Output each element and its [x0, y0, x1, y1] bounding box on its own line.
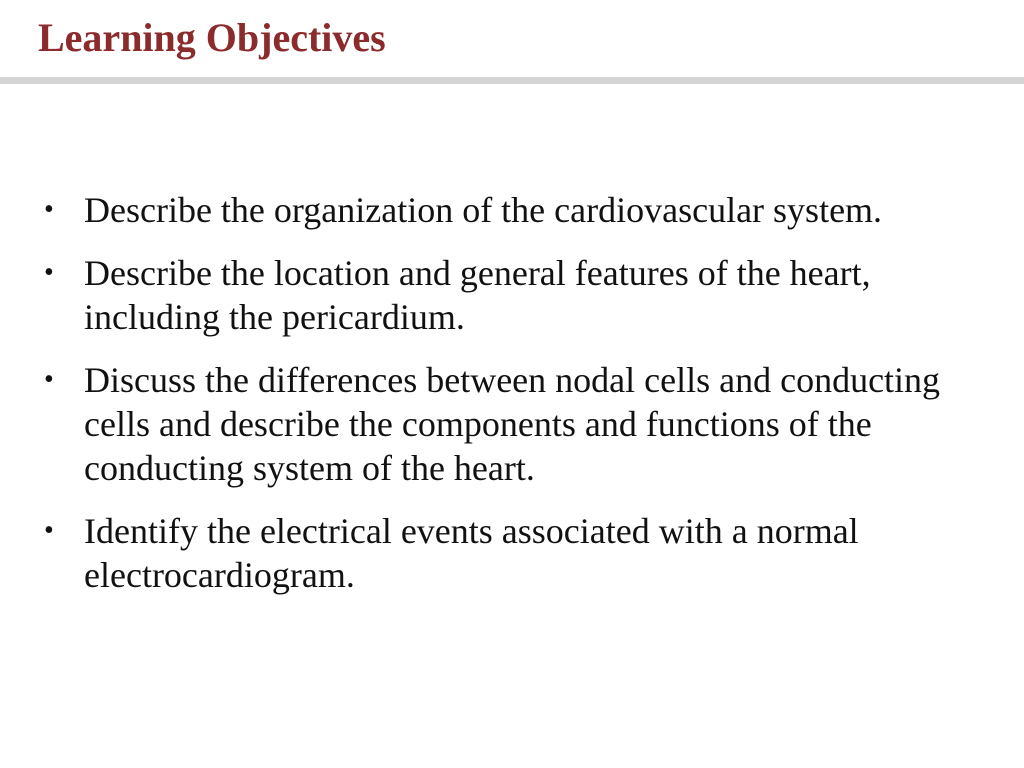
objective-text: Describe the organization of the cardiovascular system. — [84, 190, 883, 230]
objective-text: Discuss the differences between nodal cells and conducting cells and describe the components and functions of the conducting system of the heart. — [84, 360, 941, 488]
bullet-icon: • — [44, 515, 54, 546]
objective-item — [44, 509, 1004, 597]
bullet-icon: • — [44, 364, 54, 395]
objective-item — [44, 358, 1004, 490]
slide-title: Learning Objectives — [38, 15, 386, 60]
title-divider — [0, 77, 1024, 84]
objective-item — [44, 188, 1004, 232]
bullet-icon: • — [44, 257, 54, 288]
objective-text: Describe the location and general features of the heart, including the pericardium. — [84, 253, 871, 337]
bullet-icon: • — [44, 194, 54, 225]
objective-text: Identify the electrical events associated with a normal electrocardiogram. — [84, 511, 859, 595]
objective-item — [44, 251, 1004, 339]
objectives-list — [44, 188, 1004, 616]
